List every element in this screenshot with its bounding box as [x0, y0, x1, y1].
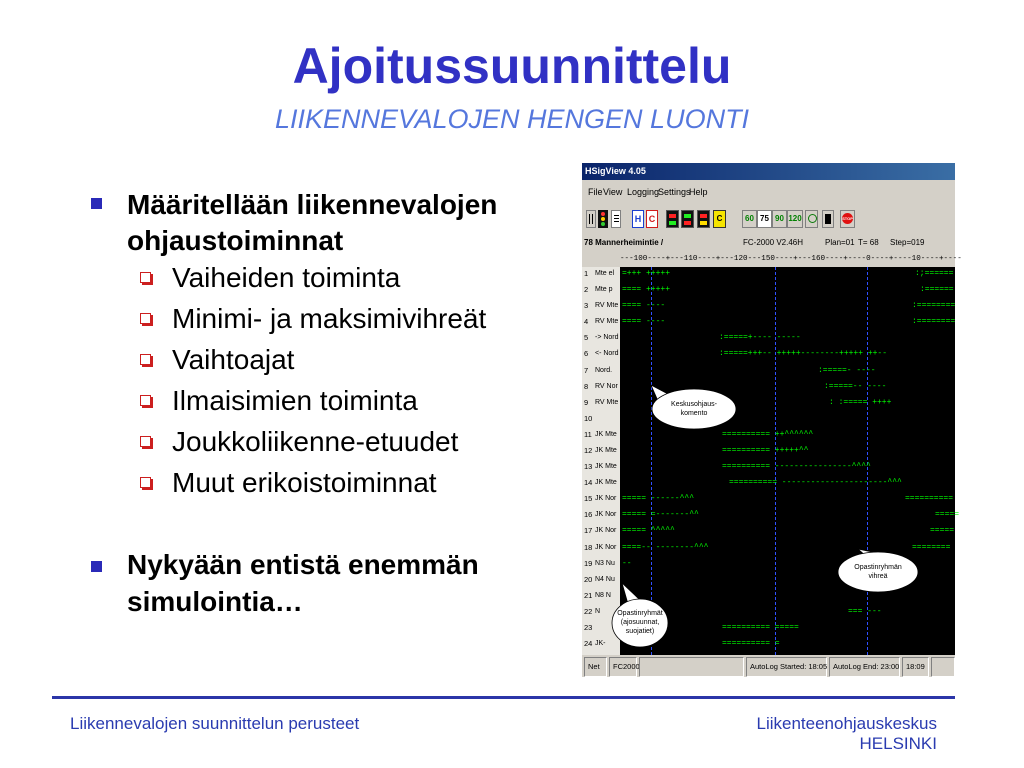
row-number: 4 — [584, 317, 589, 326]
sub-bullet-text: Ilmaisimien toiminta — [172, 385, 418, 416]
callout-bubbles — [582, 163, 962, 677]
row-name: RV Nor — [595, 383, 618, 390]
row-name: Mte p — [595, 286, 613, 293]
signal-bar: === --- — [848, 607, 882, 616]
callout-line: vihreä — [868, 573, 888, 580]
callout-line: komento — [680, 410, 708, 417]
menu-help[interactable]: Help — [689, 187, 708, 197]
row-number: 20 — [584, 575, 593, 584]
bullet-square-icon — [91, 561, 102, 572]
c-button[interactable]: C — [646, 210, 658, 228]
row-number: 16 — [584, 510, 593, 519]
row-name: <- Nord — [595, 350, 619, 357]
signal-bar: ========== ++^^^^^^ — [722, 430, 814, 439]
signal-bar: :=====+++-- +++++--------+++++ ++-- — [719, 349, 888, 358]
row-number: 9 — [584, 398, 589, 407]
row-name: RV Mte — [595, 399, 619, 406]
sub-bullet-text: Joukkoliikenne-etuudet — [172, 426, 459, 457]
sub-bullet-icon — [140, 395, 151, 406]
signal-c-button[interactable]: C — [713, 210, 726, 228]
signal-bar: : :===== ++++ — [829, 398, 892, 407]
bullet-square-icon — [91, 198, 102, 209]
signal-bar: :=====-- ---- — [824, 382, 887, 391]
signal-bar: ===== =-------^^ — [622, 510, 699, 519]
intersection-name: 78 Mannerheimintie / — [584, 238, 664, 247]
h-button[interactable]: H — [632, 210, 644, 228]
row-number: 12 — [584, 446, 593, 455]
signal-bar: -- — [622, 559, 632, 568]
signal-bar: ========== +++++^^ — [722, 446, 809, 455]
signal-bar: ========== ----------------------^^^ — [729, 478, 902, 487]
row-number: 11 — [584, 430, 592, 439]
callout-central-command — [654, 400, 734, 418]
signal-bar: :=====+---- ----- — [719, 333, 801, 342]
status-empty — [639, 657, 744, 677]
callout-signal-groups — [612, 609, 668, 636]
cycle-90-button[interactable]: 90 — [772, 210, 787, 228]
callout-line: Opastinryhmät — [617, 610, 663, 617]
row-name: JK- — [595, 640, 606, 647]
menu-settings[interactable]: Settings — [658, 187, 691, 197]
footer-divider — [52, 696, 955, 699]
app-title: HSigView 4.05 — [585, 166, 646, 176]
signal-bar: ==== ---- — [622, 317, 666, 326]
status-autolog-start: AutoLog Started: 18:05 — [746, 657, 827, 677]
row-number: 3 — [584, 301, 589, 310]
row-name: N — [595, 608, 601, 615]
row-number: 6 — [584, 349, 589, 358]
callout-line: Keskusohjaus- — [671, 401, 717, 408]
menu-logging[interactable]: Logging — [627, 187, 660, 197]
status-network: Net — [584, 657, 607, 677]
controller-version: FC-2000 V2.46H — [743, 238, 804, 247]
row-name: JK Nor — [595, 495, 617, 502]
row-name: JK Nor — [595, 511, 617, 518]
row-number: 13 — [584, 462, 593, 471]
signal-bar: :=====- ---- — [818, 366, 876, 375]
status-clock: 18:09 — [902, 657, 929, 677]
signal-bar: ======== — [912, 543, 951, 552]
row-number: 5 — [584, 333, 589, 342]
menu-file[interactable]: File — [588, 187, 603, 197]
row-number: 19 — [584, 559, 593, 568]
signal-bar: ===== — [930, 526, 955, 535]
row-name: -> Nord — [595, 334, 619, 341]
status-autolog-end: AutoLog End: 23:00 — [829, 657, 900, 677]
row-number: 15 — [584, 494, 593, 503]
row-number: 17 — [584, 526, 593, 535]
row-name: N8 N — [595, 592, 611, 599]
signal-bar: ==== ---- — [622, 301, 666, 310]
footer-course-title: Liikennevalojen suunnittelun perusteet — [70, 714, 360, 733]
row-name: JK Mte — [595, 431, 617, 438]
row-number: 23 — [584, 623, 593, 632]
sub-bullet-icon — [140, 313, 151, 324]
status-empty — [931, 657, 955, 677]
signal-bar: ========== = — [722, 639, 780, 648]
status-controller: FC2000 — [609, 657, 637, 677]
row-number: 22 — [584, 607, 593, 616]
row-number: 7 — [584, 366, 589, 375]
row-name: RV Mte — [595, 318, 619, 325]
callout-signal-group-green — [838, 563, 918, 581]
signal-bar: ========== ===== — [722, 623, 799, 632]
row-name: RV Mte — [595, 302, 619, 309]
signal-bar: =+++ +++++ — [622, 269, 671, 278]
bullet-1-text: Määritellään liikennevalojen ohjaustoiminnat — [127, 189, 498, 256]
row-name: JK Mte — [595, 479, 617, 486]
row-name: JK Nor — [595, 527, 617, 534]
plan-value: Plan=01 — [825, 238, 855, 247]
sub-bullet-icon — [140, 436, 151, 447]
row-name: JK Nor — [595, 544, 617, 551]
time-ruler: ---100----+---110----+---120---150----+---160----+----0----+----10----+---- — [620, 255, 962, 263]
sub-bullet-text: Vaiheiden toiminta — [172, 262, 401, 293]
row-number: 1 — [584, 269, 589, 278]
cycle-120-button[interactable]: 120 — [787, 210, 803, 228]
signal-bar: :====== — [920, 285, 954, 294]
row-name: JK Mte — [595, 463, 617, 470]
signal-bar: ===== ------^^^ — [622, 494, 695, 503]
row-number: 21 — [584, 591, 593, 600]
signal-bar: ===== — [935, 510, 960, 519]
signal-bar: ========== ----------------^^^^ — [722, 462, 871, 471]
row-number: 18 — [584, 543, 593, 552]
callout-line: Opastinryhmän — [854, 564, 902, 571]
callout-line: (ajosuunnat, — [620, 619, 660, 626]
footer-organization: Liikenteenohjauskeskus — [756, 714, 937, 733]
row-name: N4 Nu — [595, 576, 615, 583]
signal-bar: ==== +++++ — [622, 285, 671, 294]
signal-bar: ====-- --------^^^ — [622, 543, 709, 552]
sub-bullet-text: Muut erikoistoiminnat — [172, 467, 437, 498]
row-name: Mte el — [595, 270, 615, 277]
bullet-2-text: Nykyään entistä enemmän simulointia… — [127, 549, 479, 617]
row-number: 10 — [584, 414, 593, 423]
row-name: JK Mte — [595, 447, 617, 454]
sub-bullet-icon — [140, 272, 151, 283]
row-number: 14 — [584, 478, 593, 487]
cycle-time-value: T= 68 — [858, 238, 879, 247]
row-number: 8 — [584, 382, 589, 391]
hsigview-screenshot — [582, 163, 962, 677]
row-name: Nord. — [595, 367, 613, 374]
sub-bullet-text: Minimi- ja maksimivihreät — [172, 303, 487, 334]
sub-bullet-icon — [140, 477, 151, 488]
sub-bullet-icon — [140, 354, 151, 365]
signal-bar: :;====== — [915, 269, 954, 278]
row-number: 2 — [584, 285, 589, 294]
signal-bar: :======== — [912, 317, 956, 326]
row-number: 24 — [584, 639, 593, 648]
step-value: Step=019 — [890, 238, 925, 247]
menu-view[interactable]: View — [603, 187, 623, 197]
cycle-75-button[interactable]: 75 — [757, 210, 772, 228]
slide-title: Ajoitussuunnittelu — [292, 38, 732, 94]
signal-bar: :======== — [912, 301, 956, 310]
signal-bar: ===== ^^^^^ — [622, 526, 675, 535]
slide-subtitle: LIIKENNEVALOJEN HENGEN LUONTI — [274, 104, 750, 134]
callout-line: suojatiet) — [625, 628, 655, 635]
row-name: N3 Nu — [595, 560, 615, 567]
cycle-60-button[interactable]: 60 — [742, 210, 757, 228]
signal-bar: ========== — [905, 494, 954, 503]
footer-city: HELSINKI — [859, 734, 937, 753]
sub-bullet-text: Vaihtoajat — [172, 344, 295, 375]
stop-label: STOP — [842, 213, 853, 224]
